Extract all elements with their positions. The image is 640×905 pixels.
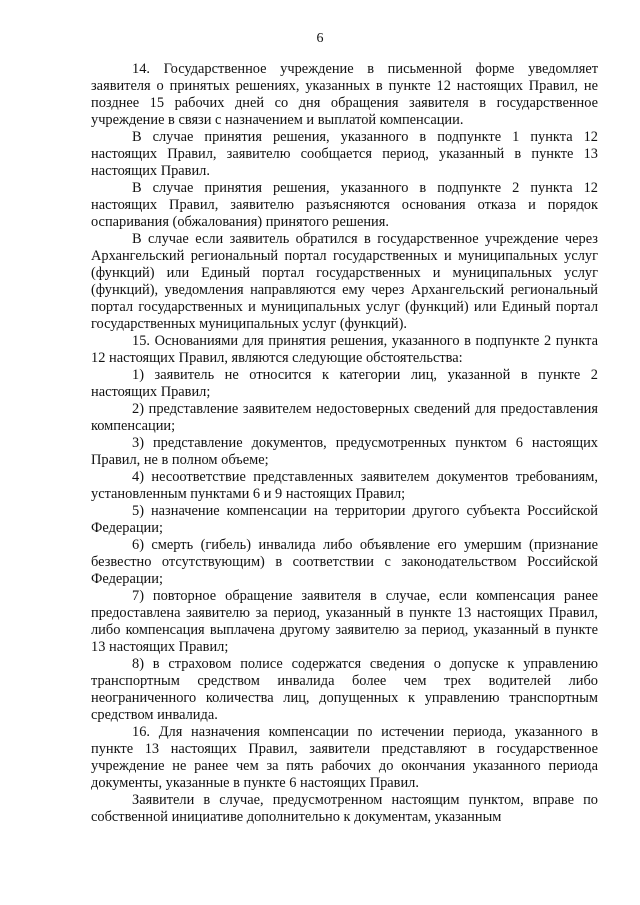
list-item-8: 8) в страховом полисе содержатся сведения о допуске к управлению транспортным средством инвалида более чем трех водителей либо неограниченного количества лиц, допущенных к управлению транспортным средством инвалида. bbox=[91, 656, 598, 723]
document-body bbox=[91, 61, 598, 826]
paragraph-14: 14. Государственное учреждение в письменной форме уведомляет заявителя о принятых решениях, указанных в пункте 12 настоящих Правил, не позднее 15 рабочих дней со дня обращения заявителя в государственное учреждение в связи с назначением и выплатой компенсации. bbox=[91, 61, 598, 128]
list-item-7: 7) повторное обращение заявителя в случае, если компенсация ранее предоставлена заявителю за период, указанный в пункте 13 настоящих Правил, либо компенсация выплачена другому заявителю за период, указанный в пункте 13 настоящих Правил; bbox=[91, 588, 598, 655]
list-item-2: 2) представление заявителем недостоверных сведений для предоставления компенсации; bbox=[91, 401, 598, 434]
paragraph-14-portal: В случае если заявитель обратился в государственное учреждение через Архангельский региональный портал государственных и муниципальных услуг (функций) или Единый портал государственных и муниципальных услуг (функций), уведомления направляются ему через Архангельский региональный портал государственных и муниципальных услуг (функций) или Единый портал государственных муниципальных услуг (функций). bbox=[91, 231, 598, 332]
paragraph-14-sub1: В случае принятия решения, указанного в подпункте 1 пункта 12 настоящих Правил, заявителю сообщается период, указанный в пункте 13 настоящих Правил. bbox=[91, 129, 598, 179]
list-item-6: 6) смерть (гибель) инвалида либо объявление его умершим (признание безвестно отсутствующим) в соответствии с законодательством Российской Федерации; bbox=[91, 537, 598, 587]
list-item-4: 4) несоответствие представленных заявителем документов требованиям, установленным пунктами 6 и 9 настоящих Правил; bbox=[91, 469, 598, 502]
list-item-5: 5) назначение компенсации на территории другого субъекта Российской Федерации; bbox=[91, 503, 598, 536]
paragraph-16-continuation: Заявители в случае, предусмотренном настоящим пунктом, вправе по собственной инициативе дополнительно к документам, указанным bbox=[91, 792, 598, 825]
list-item-3: 3) представление документов, предусмотренных пунктом 6 настоящих Правил, не в полном объеме; bbox=[91, 435, 598, 468]
list-item-1: 1) заявитель не относится к категории лиц, указанной в пункте 2 настоящих Правил; bbox=[91, 367, 598, 400]
page-number: 6 bbox=[316, 31, 324, 46]
paragraph-14-sub2: В случае принятия решения, указанного в подпункте 2 пункта 12 настоящих Правил, заявителю разъясняются основания отказа и порядок оспаривания (обжалования) принятого решения. bbox=[91, 180, 598, 230]
paragraph-15: 15. Основаниями для принятия решения, указанного в подпункте 2 пункта 12 настоящих Правил, являются следующие обстоятельства: bbox=[91, 333, 598, 366]
paragraph-16: 16. Для назначения компенсации по истечении периода, указанного в пункте 13 настоящих Правил, заявители представляют в государственное учреждение не ранее чем за пять рабочих до окончания указанного периода документы, указанные в пункте 6 настоящих Правил. bbox=[91, 724, 598, 791]
